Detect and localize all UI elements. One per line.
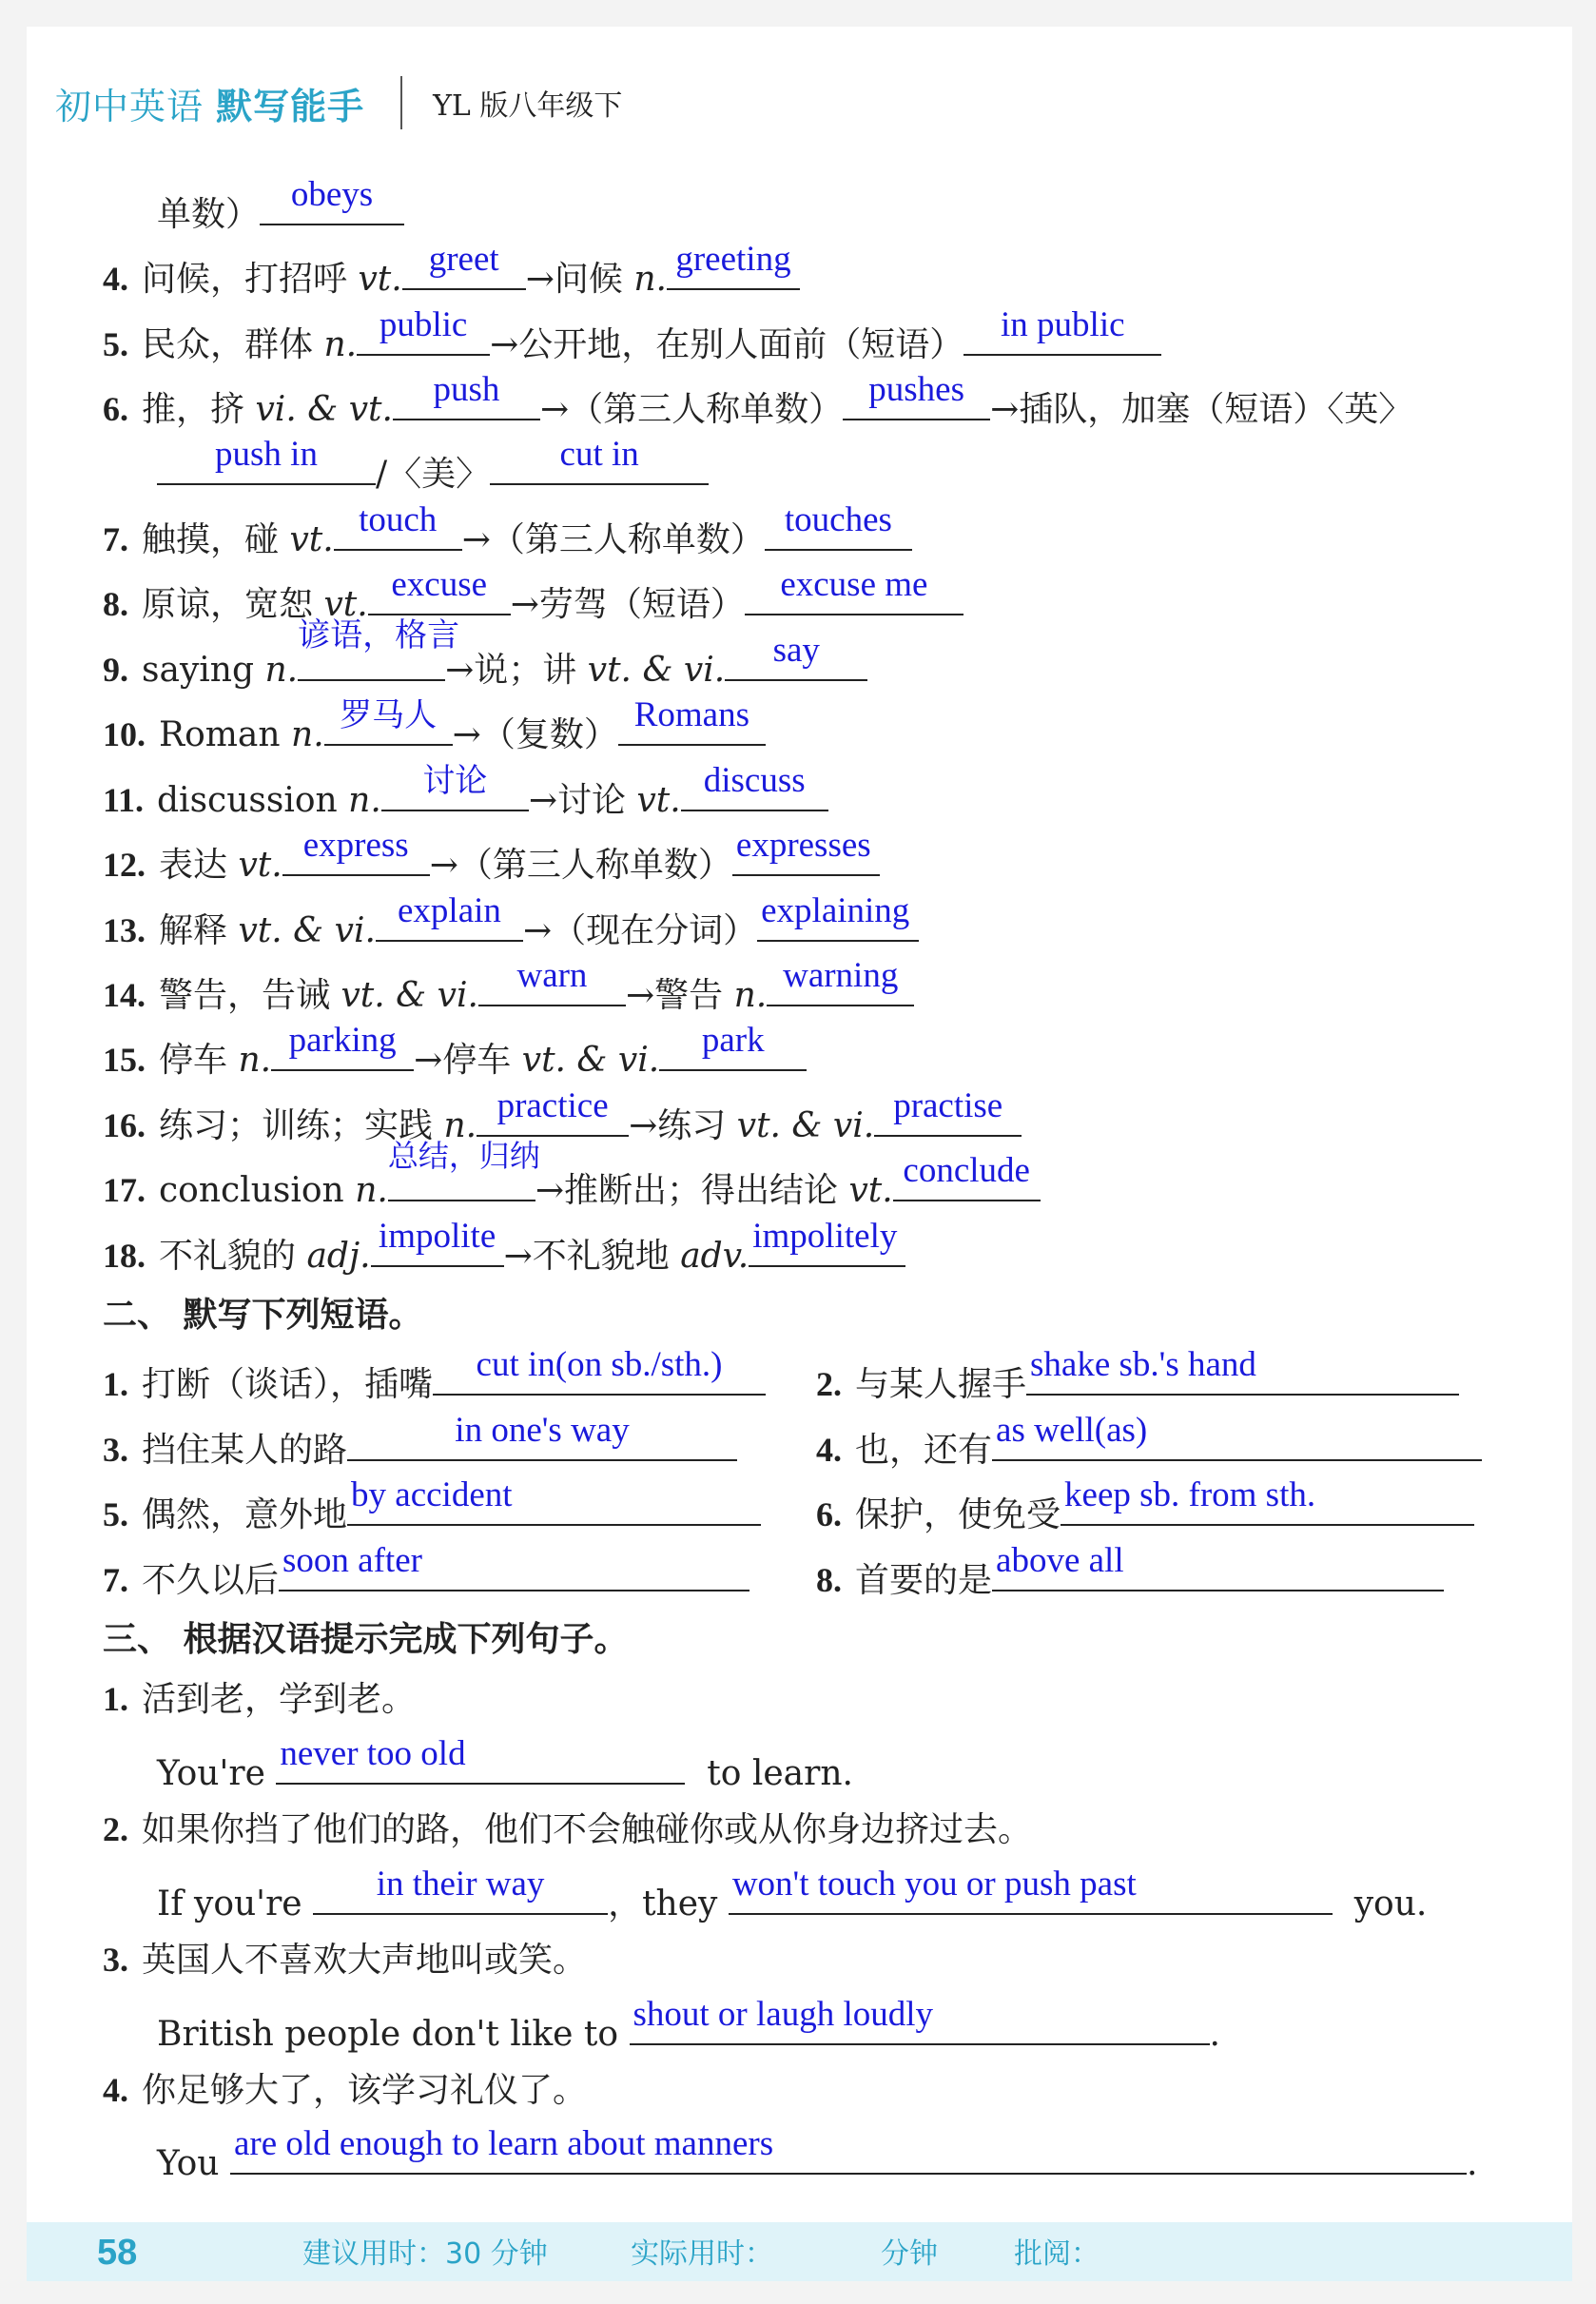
answer-blank: 讨论 [381, 762, 529, 811]
phrase-item: 5. 偶然，意外地 by accident [103, 1476, 761, 1535]
answer-blank: push in [157, 436, 376, 485]
answer-blank: shake sb.'s hand [1026, 1346, 1459, 1396]
answer-blank: are old enough to learn about manners [230, 2125, 1467, 2175]
answer-blank: excuse [368, 566, 511, 615]
phrase-item: 1. 打断（谈话），插嘴 cut in(on sb./sth.) [103, 1346, 766, 1405]
exercise-line: 6. 推，挤 vi. & vt. push →（第三人称单数） pushes →插队，加塞（短语）〈英〉 [103, 370, 1413, 429]
phrase-item: 2. 与某人握手 shake sb.'s hand [816, 1346, 1459, 1405]
answer-blank: warning [767, 957, 914, 1006]
answer-blank: push [393, 371, 540, 420]
answer-blank: by accident [347, 1476, 761, 1526]
answer-blank: 总结，归纳 [388, 1152, 535, 1201]
answer-blank: discuss [681, 762, 828, 811]
section-title: 三、 根据汉语提示完成下列句子。 [103, 1620, 629, 1659]
review-label: 批阅： [1014, 2237, 1100, 2271]
exercise-line: 4. 问候，打招呼 vt. greet →问候 n. greeting [103, 241, 800, 300]
answer-blank: park [659, 1022, 807, 1071]
answer-blank: impolite [371, 1218, 504, 1267]
answer-blank: in their way [313, 1865, 608, 1915]
answer-blank: practice [477, 1087, 629, 1137]
exercise-line: push in /〈美〉 cut in [157, 436, 709, 495]
answer-blank: touches [765, 501, 912, 551]
phrase-item: 6. 保护，使免受 keep sb. from sth. [816, 1476, 1474, 1535]
answer-blank: public [357, 306, 490, 356]
answer-blank: 罗马人 [324, 696, 453, 746]
answer-blank: keep sb. from sth. [1061, 1476, 1474, 1526]
suggested-time: 建议用时：30 分钟 [302, 2237, 548, 2271]
exercise-line: 5. 民众，群体 n. public →公开地，在别人面前（短语） in public [103, 306, 1161, 365]
answer-blank: won't touch you or push past [729, 1865, 1333, 1915]
exercise-line: 16. 练习；训练；实践 n. practice →练习 vt. & vi. practise [103, 1087, 1022, 1146]
answer-blank: impolitely [749, 1218, 905, 1267]
answer-blank: in public [963, 306, 1161, 356]
answer-blank: cut in [490, 436, 709, 485]
exercise-line: 14. 警告，告诫 vt. & vi. warn →警告 n. warning [103, 957, 914, 1016]
exercise-line: 10. Roman n. 罗马人 →（复数） Romans [103, 696, 766, 755]
answer-blank: expresses [732, 827, 880, 876]
answer-blank: 谚语，格言 [298, 632, 445, 681]
workbook-page [27, 27, 1572, 2281]
answer-blank: express [282, 827, 430, 876]
answer-blank: greet [402, 241, 526, 290]
sentence-prompt: 4. 你足够大了，该学习礼仪了。 [103, 2071, 588, 2110]
answer-blank: practise [874, 1087, 1022, 1137]
exercise-line: 11. discussion n. 讨论 →讨论 vt. discuss [103, 762, 828, 821]
sentence-prompt: 3. 英国人不喜欢大声地叫或笑。 [103, 1941, 588, 1980]
exercise-line: 8. 原谅，宽恕 vt. excuse →劳驾（短语） excuse me [103, 566, 963, 625]
exercise-line: 18. 不礼貌的 adj. impolite →不礼貌地 adv. impolitely [103, 1218, 905, 1277]
sentence-prompt: 2. 如果你挡了他们的路，他们不会触碰你或从你身边挤过去。 [103, 1810, 1033, 1849]
minutes-label: 分钟 [881, 2237, 938, 2271]
edition-label: YL 版八年级下 [433, 89, 623, 123]
phrase-item: 4. 也，还有 as well(as) [816, 1412, 1482, 1471]
exercise-line: 12. 表达 vt. express →（第三人称单数） expresses [103, 827, 880, 886]
phrase-item: 3. 挡住某人的路 in one's way [103, 1412, 737, 1471]
actual-time: 实际用时： [631, 2237, 773, 2271]
answer-blank: touch [334, 501, 462, 551]
answer-blank: warn [478, 957, 626, 1006]
answer-blank: shout or laugh loudly [630, 1996, 1210, 2045]
phrase-item: 7. 不久以后 soon after [103, 1542, 749, 1601]
answer-blank: obeys [260, 176, 404, 225]
answer-blank: explain [376, 892, 523, 942]
exercise-line: 7. 触摸，碰 vt. touch →（第三人称单数） touches [103, 501, 912, 560]
answer-blank: explaining [757, 892, 919, 942]
answer-blank: Romans [618, 696, 766, 746]
answer-blank: never too old [276, 1735, 685, 1785]
answer-blank: parking [271, 1022, 414, 1071]
answer-blank: cut in(on sb./sth.) [433, 1346, 766, 1396]
answer-blank: pushes [843, 371, 990, 420]
sentence-prompt: 1. 活到老，学到老。 [103, 1680, 417, 1719]
exercise-line: 13. 解释 vt. & vi. explain →（现在分词） explaining [103, 892, 919, 951]
exercise-line: 15. 停车 n. parking →停车 vt. & vi. park [103, 1022, 807, 1081]
sentence-answer: You are old enough to learn about manners . [157, 2124, 1478, 2183]
exercise-line: 单数） obeys [157, 176, 404, 235]
sentence-answer: If you're in their way ，they won't touch you or push past you. [157, 1865, 1428, 1923]
answer-blank: above all [992, 1542, 1444, 1591]
section-title: 二、 默写下列短语。 [103, 1296, 423, 1335]
exercise-line: 9. saying n. 谚语，格言 →说；讲 vt. & vi. say [103, 632, 867, 691]
answer-blank: conclude [893, 1152, 1041, 1201]
page-footer [27, 2222, 1572, 2281]
answer-blank: soon after [279, 1542, 749, 1591]
answer-blank: greeting [667, 241, 800, 290]
brand-title: 初中英语 默写能手 [55, 85, 365, 127]
page-number: 58 [97, 2233, 138, 2273]
page-header [55, 74, 622, 131]
phrase-item: 8. 首要的是 above all [816, 1542, 1444, 1601]
sentence-answer: British people don't like to shout or laugh loudly . [157, 1995, 1220, 2054]
header-divider [400, 76, 402, 129]
answer-blank: as well(as) [992, 1412, 1482, 1461]
exercise-line: 17. conclusion n. 总结，归纳 →推断出；得出结论 vt. conclude [103, 1152, 1041, 1211]
answer-blank: in one's way [347, 1412, 737, 1461]
answer-blank: excuse me [745, 566, 963, 615]
answer-blank: say [725, 632, 867, 681]
sentence-answer: You're never too old to learn. [157, 1734, 853, 1793]
